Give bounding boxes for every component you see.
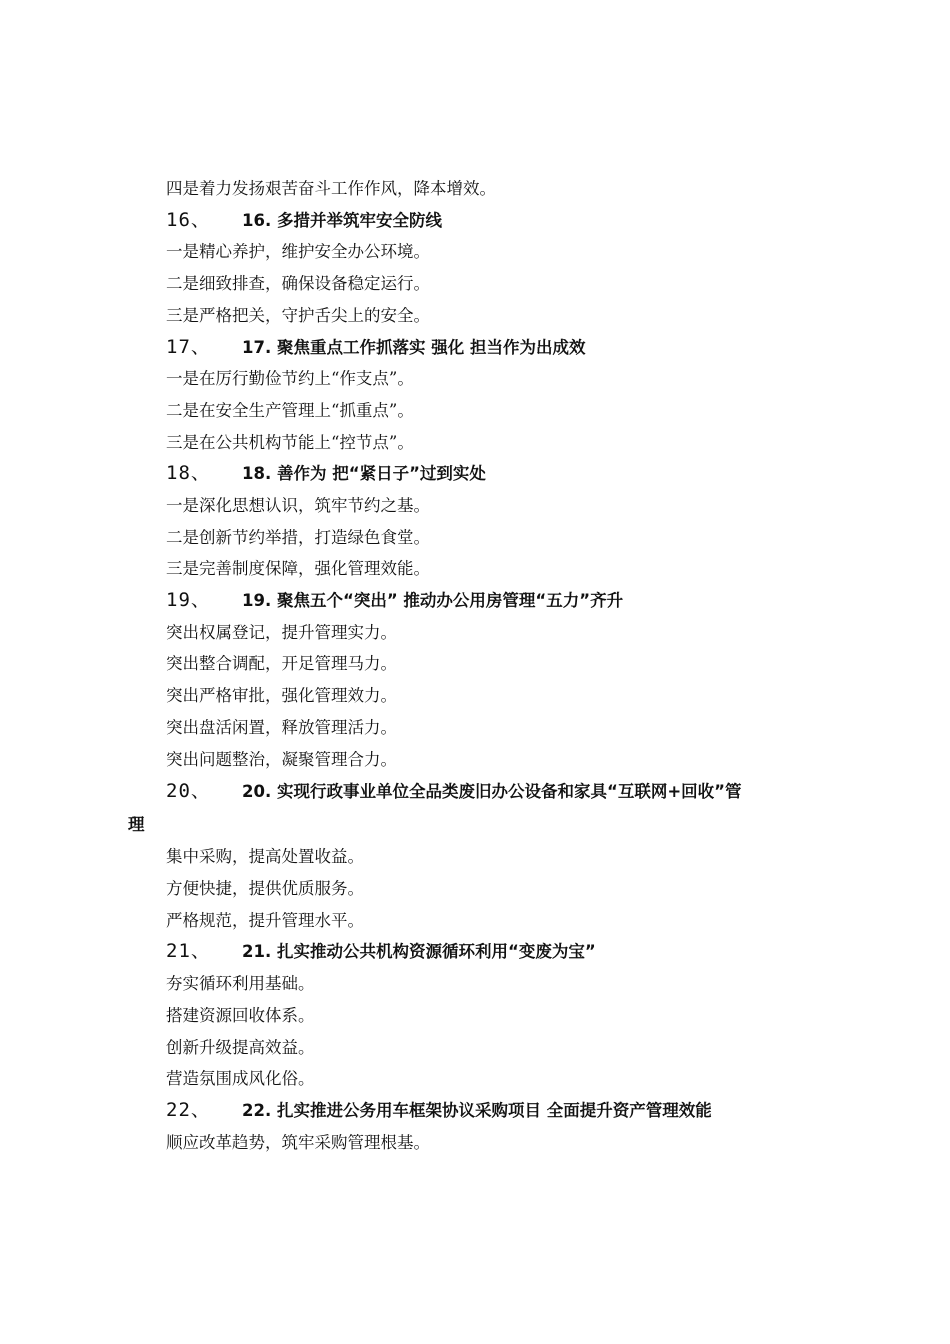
intro-line: 四是着力发扬艰苦奋斗工作作风，降本增效。 — [166, 179, 496, 198]
section-number: 22、 — [166, 1098, 211, 1121]
section-heading-17 — [128, 332, 838, 364]
section-title: 16. 多措并举筑牢安全防线 — [242, 210, 442, 230]
body-line: 方便快捷，提供优质服务。 — [166, 879, 364, 898]
body-line: 一是精心养护，维护安全办公环境。 — [166, 242, 430, 262]
section-number: 16、 — [166, 208, 211, 231]
section-number: 19、 — [166, 589, 211, 612]
body-line: 二是细致排查，确保设备稳定运行。 — [166, 274, 430, 294]
section-heading-20 — [128, 775, 838, 841]
section-number: 21、 — [166, 940, 211, 963]
body-line: 集中采购，提高处置收益。 — [166, 847, 364, 867]
section-title: 20. 实现行政事业单位全品类废旧办公设备和家具“互联网+回收”管 — [242, 782, 742, 802]
body-line: 搭建资源回收体系。 — [166, 1005, 315, 1025]
body-line: 突出严格审批，强化管理效力。 — [166, 686, 397, 706]
body-line: 一是在厉行勤俭节约上“作支点”。 — [166, 369, 414, 389]
body-line: 夯实循环利用基础。 — [166, 974, 315, 994]
section-heading-21 — [128, 936, 838, 968]
section-title: 19. 聚焦五个“突出” 推动办公用房管理“五力”齐升 — [242, 591, 624, 611]
body-line: 二是创新节约举措，打造绿色食堂。 — [166, 527, 430, 547]
section-number: 18、 — [166, 462, 211, 485]
body-line: 严格规范，提升管理水平。 — [166, 910, 364, 930]
section-title-continuation: 理 — [128, 815, 145, 835]
body-line: 突出权属登记，提升管理实力。 — [166, 622, 397, 642]
section-number: 17、 — [166, 335, 211, 358]
section-heading-19 — [128, 585, 838, 617]
body-line: 营造氛围成风化俗。 — [166, 1069, 315, 1089]
section-number: 20、 — [166, 780, 211, 803]
body-line: 顺应改革趋势，筑牢采购管理根基。 — [166, 1132, 430, 1152]
section-title: 22. 扎实推进公务用车框架协议采购项目 全面提升资产管理效能 — [242, 1100, 712, 1120]
body-line: 三是完善制度保障，强化管理效能。 — [166, 559, 430, 579]
body-line: 三是严格把关，守护舌尖上的安全。 — [166, 305, 430, 325]
section-title: 21. 扎实推动公共机构资源循环利用“变废为宝” — [242, 942, 596, 962]
section-title: 17. 聚焦重点工作抓落实 强化 担当作为出成效 — [242, 337, 586, 357]
section-heading-16 — [128, 205, 838, 237]
body-line: 一是深化思想认识，筑牢节约之基。 — [166, 495, 430, 515]
body-line: 突出整合调配，开足管理马力。 — [166, 654, 397, 674]
body-line: 突出问题整治，凝聚管理合力。 — [166, 749, 397, 769]
body-line: 创新升级提高效益。 — [166, 1037, 315, 1057]
section-heading-22 — [128, 1095, 838, 1127]
document-body — [128, 173, 838, 1158]
body-line: 突出盘活闲置，释放管理活力。 — [166, 717, 397, 737]
section-heading-18 — [128, 458, 838, 490]
body-line: 三是在公共机构节能上“控节点”。 — [166, 432, 414, 452]
body-line: 二是在安全生产管理上“抓重点”。 — [166, 400, 414, 420]
section-title: 18. 善作为 把“紧日子”过到实处 — [242, 464, 486, 484]
